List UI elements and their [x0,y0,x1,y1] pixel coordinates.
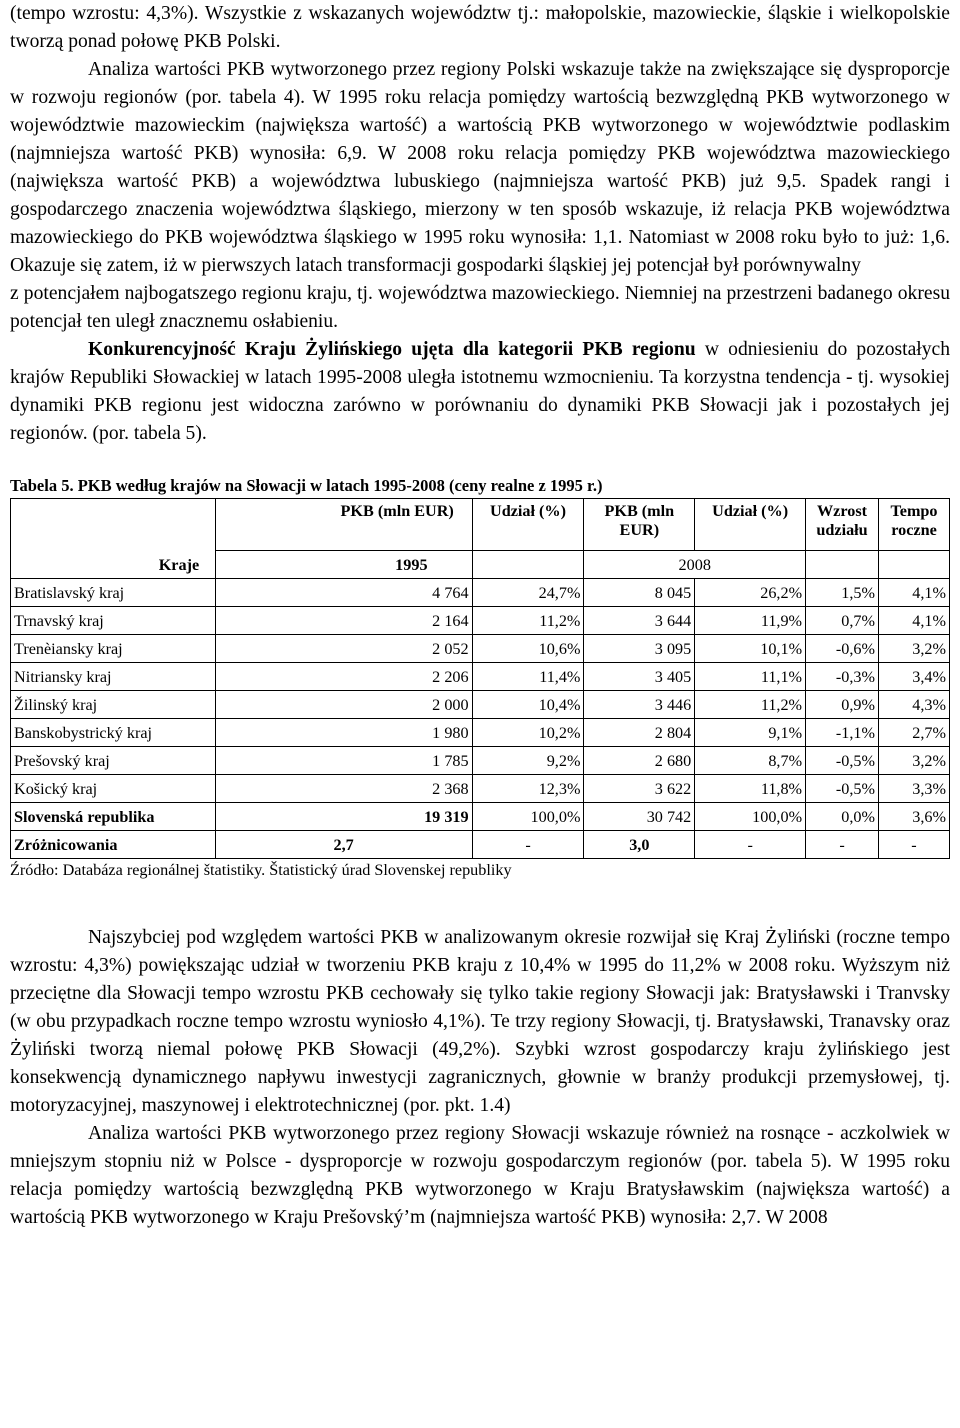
cell-pkb-2008: 3 644 [584,607,695,635]
cell-pkb-2008: 3 446 [584,691,695,719]
cell-share-2008: 26,2% [695,579,806,607]
table-row [11,747,950,775]
cell-annual-rate: 3,3% [879,775,950,803]
table-row [11,691,950,719]
year-spacer-3 [879,551,950,579]
cell-share-growth: -0,5% [806,747,879,775]
cell-share-2008: 11,1% [695,663,806,691]
cell-region-name: Nitriansky kraj [11,663,216,691]
cell-share-1995: 11,2% [472,607,584,635]
cell-share-1995: - [472,831,584,859]
cell-share-growth: -1,1% [806,719,879,747]
header-share-2008: Udział (%) [695,499,806,551]
cell-share-2008: 10,1% [695,635,806,663]
header-pkb-2008: PKB (mln EUR) [584,499,695,551]
cell-pkb-1995: 2,7 [215,831,472,859]
cell-share-1995: 24,7% [472,579,584,607]
paragraph-potential: z potencjałem najbogatszego regionu kraju, tj. województwa mazowieckiego. Niemniej na przestrzeni badanego okresu potencjał ten uległ znacznemu osłabieniu. [10,283,950,332]
cell-pkb-1995: 2 164 [215,607,472,635]
spacer [10,880,950,924]
cell-annual-rate: 3,2% [879,747,950,775]
cell-share-2008: - [695,831,806,859]
cell-share-growth: 0,7% [806,607,879,635]
cell-pkb-1995: 2 000 [215,691,472,719]
table-year-row [11,551,950,579]
cell-region-name: Žilinský kraj [11,691,216,719]
kraje-label: Kraje [158,555,200,574]
cell-region-name: Prešovský kraj [11,747,216,775]
cell-pkb-1995: 2 368 [215,775,472,803]
cell-pkb-2008: 2 680 [584,747,695,775]
cell-annual-rate: - [879,831,950,859]
cell-share-1995: 9,2% [472,747,584,775]
header-pkb-1995: PKB (mln EUR) [215,499,472,551]
cell-region-name: Bratislavský kraj [11,579,216,607]
header-share-growth: Wzrost udziału [806,499,879,551]
cell-share-growth: -0,6% [806,635,879,663]
paragraph-competitiveness [10,336,950,448]
header-share-1995: Udział (%) [472,499,584,551]
cell-pkb-1995: 2 052 [215,635,472,663]
table-body [11,579,950,859]
header-annual-rate: Tempo roczne [879,499,950,551]
cell-share-growth: 0,0% [806,803,879,831]
table-row [11,635,950,663]
cell-annual-rate: 3,2% [879,635,950,663]
cell-share-1995: 10,6% [472,635,584,663]
cell-share-growth: 1,5% [806,579,879,607]
cell-share-2008: 9,1% [695,719,806,747]
cell-annual-rate: 4,3% [879,691,950,719]
cell-region-name: Slovenská republika [11,803,216,831]
cell-share-1995: 11,4% [472,663,584,691]
cell-pkb-2008: 3 622 [584,775,695,803]
cell-pkb-2008: 3,0 [584,831,695,859]
cell-share-growth: - [806,831,879,859]
paragraph-analysis-slovakia: Analiza wartości PKB wytworzonego przez regiony Słowacji wskazuje również na rosnące - aczkolwiek w mniejszym stopniu niż w Polsce - dysproporcje w rozwoju gospodarczym regionów (por. tabela 5). W 1995 roku relacja pomiędzy wartością bezwzględną PKB wytworzonego w Kraju Bratysławskim (największa wartość) a wartością PKB wytworzonego w Kraju Prešovský’m (najmniejsza wartość PKB) wynosiła: 2,7. W 2008 [10,1123,950,1228]
cell-share-1995: 10,4% [472,691,584,719]
cell-pkb-2008: 30 742 [584,803,695,831]
cell-annual-rate: 4,1% [879,607,950,635]
cell-region-name: Zróżnicowania [11,831,216,859]
paragraph-analysis-poland: Analiza wartości PKB wytworzonego przez regiony Polski wskazuje także na zwiększające się dysproporcje w rozwoju regionów (por. tabela 4). W 1995 roku relacja pomiędzy wartością bezwzględną PKB wytworzonego w województwie mazowieckim (największa wartość) a wartością PKB wytworzonego w województwie podlaskim (najmniejsza wartość PKB) wynosiła: 6,9. W 2008 roku relacja pomiędzy PKB województwa mazowieckiego (największa wartość PKB) a województwa lubuskiego (najmniejsza wartość PKB) już 9,5. Spadek rangi i gospodarczego znaczenia województwa śląskiego, mierzony w ten sposób wskazuje, iż relacja PKB województwa mazowieckiego do PKB województwa śląskiego w 1995 roku wynosiła: 1,1. Natomiast w 2008 roku było to już: 1,6. Okazuje się zatem, iż w pierwszych latach transformacji gospodarki śląskiej jej potencjał był porównywalny [10,59,950,276]
competitiveness-lead: Konkurencyjność Kraju Żylińskiego ujęta dla kategorii PKB regionu [88,339,696,360]
cell-share-growth: 0,9% [806,691,879,719]
year-2008: 2008 [584,551,806,579]
cell-share-1995: 10,2% [472,719,584,747]
header-empty-cell [11,499,216,551]
cell-pkb-2008: 3 405 [584,663,695,691]
pkb-table [10,498,950,859]
table-title: Tabela 5. PKB według krajów na Słowacji w latach 1995-2008 (ceny realne z 1995 r.) [10,476,603,495]
cell-pkb-1995: 4 764 [215,579,472,607]
table-row [11,803,950,831]
table-header-row [11,499,950,551]
cell-region-name: Košický kraj [11,775,216,803]
cell-pkb-1995: 1 785 [215,747,472,775]
cell-share-2008: 11,8% [695,775,806,803]
cell-annual-rate: 3,4% [879,663,950,691]
paragraph-zilina: Najszybciej pod względem wartości PKB w analizowanym okresie rozwijał się Kraj Żyliński (roczne tempo wzrostu: 4,3%) powiększając udział w tworzeniu PKB kraju z 10,4% w 1995 do 11,2% w 2008 roku. Wyższym niż przeciętne dla Słowacji tempo wzrostu PKB cechowały się tylko takie regiony Słowacji jak: Bratysławski i Tranvsky (w obu przypadkach roczne tempo wzrostu wyniosło 4,1%). Te trzy regiony Słowacji, tj. Bratysławski, Tranavsky oraz Żyliński tworzą niemal połowę PKB Słowacji (49,2%). Szybki wzrost gospodarczy kraju żylińskiego jest konsekwencją dynamicznego napływu inwestycji zagranicznych, głownie w branży produkcji przemysłowej, tj. motoryzacyjnej, maszynowej i elektrotechnicznej (por. pkt. 1.4) [10,927,950,1116]
cell-share-2008: 100,0% [695,803,806,831]
kraje-label-cell [158,551,472,579]
table-row [11,719,950,747]
table-row [11,775,950,803]
cell-region-name: Trnavský kraj [11,607,216,635]
table-row [11,831,950,859]
cell-share-1995: 100,0% [472,803,584,831]
cell-share-growth: -0,3% [806,663,879,691]
cell-share-2008: 8,7% [695,747,806,775]
cell-share-growth: -0,5% [806,775,879,803]
cell-share-1995: 12,3% [472,775,584,803]
cell-region-name: Trenèiansky kraj [11,635,216,663]
year-1995: 1995 [395,555,428,574]
cell-pkb-2008: 3 095 [584,635,695,663]
cell-pkb-1995: 19 319 [215,803,472,831]
cell-pkb-1995: 2 206 [215,663,472,691]
cell-region-name: Banskobystrický kraj [11,719,216,747]
cell-share-2008: 11,9% [695,607,806,635]
year-spacer-2 [806,551,879,579]
table-row [11,579,950,607]
cell-share-2008: 11,2% [695,691,806,719]
cell-annual-rate: 3,6% [879,803,950,831]
cell-pkb-2008: 8 045 [584,579,695,607]
cell-pkb-1995: 1 980 [215,719,472,747]
table-row [11,663,950,691]
table-row [11,607,950,635]
cell-annual-rate: 4,1% [879,579,950,607]
paragraph-continued: (tempo wzrostu: 4,3%). Wszystkie z wskazanych województw tj.: małopolskie, mazowieckie, śląskie i wielkopolskie tworzą ponad połowę PKB Polski. [10,3,950,52]
competitiveness-rest: w odniesieniu do pozostałych krajów Republiki Słowackiej w latach 1995-2008 uległa istotnemu wzmocnieniu. Ta korzystna tendencja - tj. wysokiej dynamiki PKB regionu jest widoczna zarówno w porównaniu do dynamiki PKB Słowacji jak i pozostałych jej regionów. (por. tabela 5). [10,339,951,444]
cell-annual-rate: 2,7% [879,719,950,747]
table-source: Źródło: Databáza regionálnej štatistiky. Štatistický úrad Slovenskej republiky [10,861,512,879]
cell-pkb-2008: 2 804 [584,719,695,747]
year-spacer-1 [472,551,584,579]
document-page [10,0,950,1232]
